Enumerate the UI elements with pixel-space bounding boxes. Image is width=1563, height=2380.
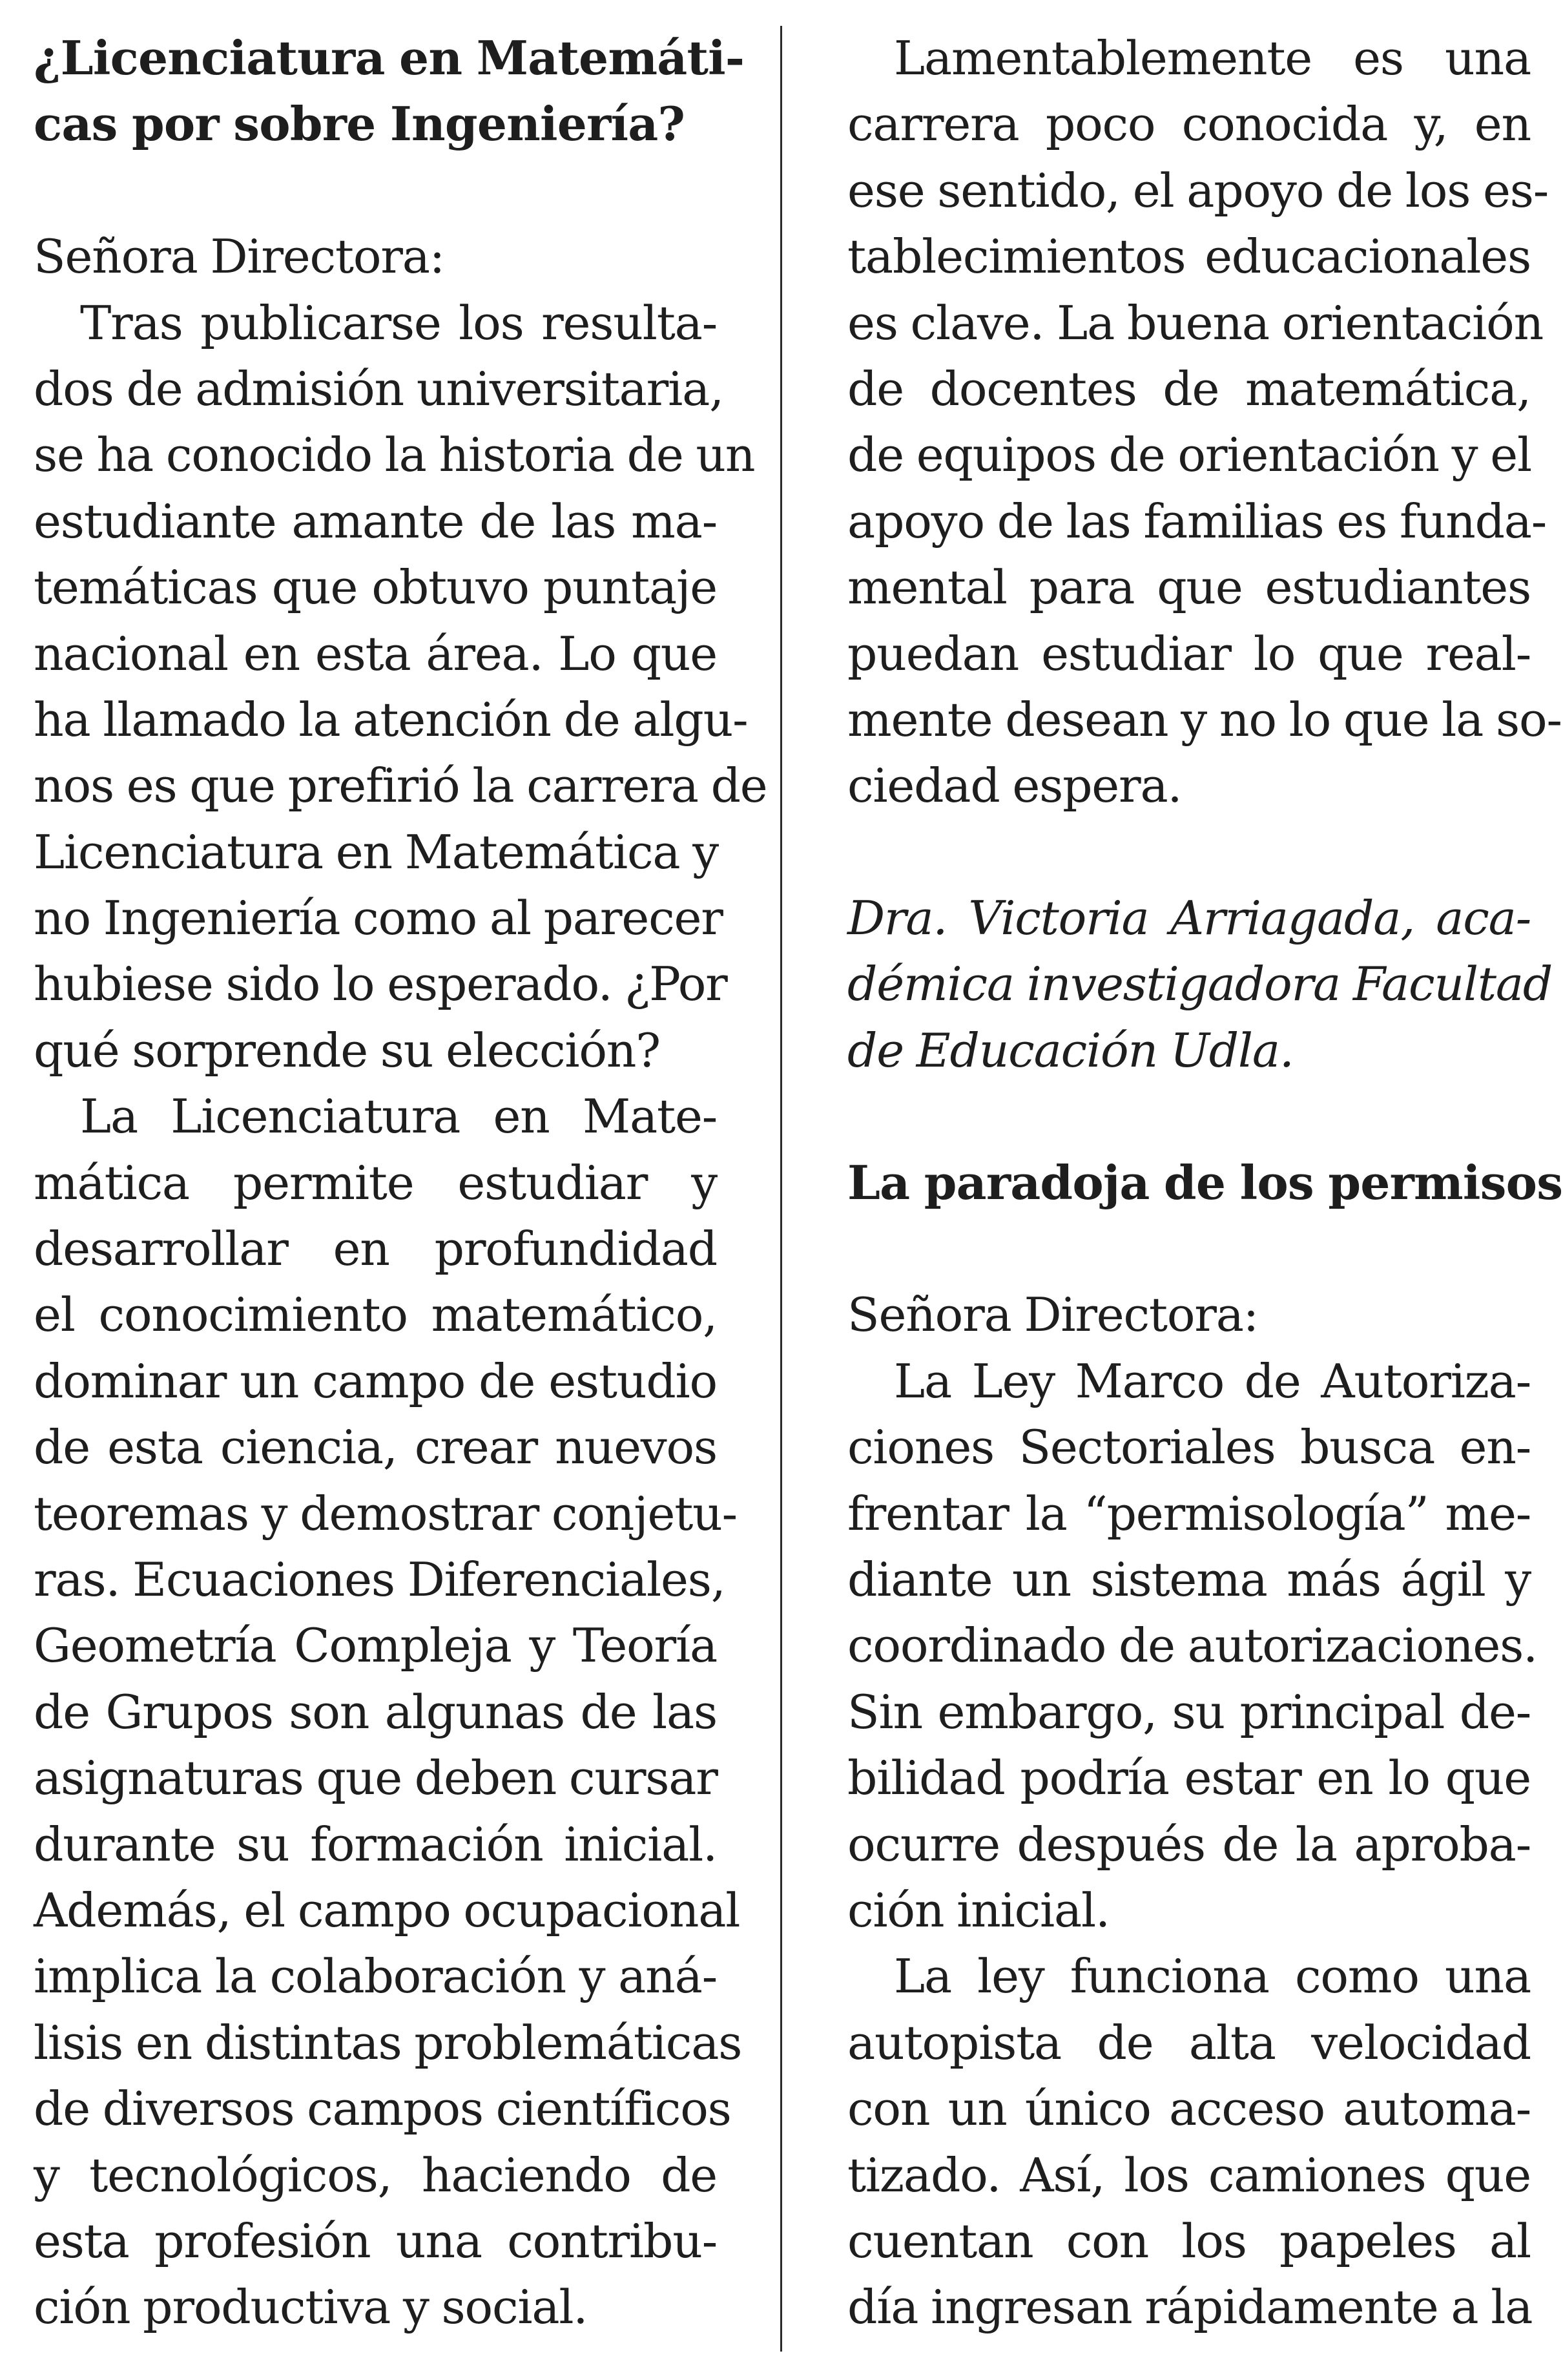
text-line: implica la colaboración y aná- (34, 1950, 717, 2005)
text-line: asignaturas que deben cursar (34, 1751, 718, 1806)
text-line: La Ley Marco de Autoriza- (894, 1354, 1531, 1409)
spacer (847, 820, 1531, 886)
text-line: mente desean y no lo que la so- (847, 693, 1562, 747)
right-column (847, 26, 1563, 2341)
text-line: ocurre después de la aproba- (847, 1817, 1531, 1872)
text-line: dominar un campo de estudio (34, 1354, 717, 1409)
signature-line: Dra. Victoria Arriagada, aca- (847, 892, 1531, 946)
text-line: nos es que prefirió la carrera de (34, 759, 767, 814)
text-line: de docentes de matemática, (847, 362, 1531, 417)
text-line: qué sorprende su elección? (34, 1023, 660, 1078)
text-line: ción inicial. (847, 1883, 1110, 1938)
spacer (34, 158, 717, 224)
text-line: Licenciatura en Matemática y (34, 825, 718, 880)
text-line: autopista de alta velocidad (847, 2016, 1531, 2071)
text-line: de Grupos son algunas de las (34, 1685, 717, 1740)
signature-line: démica investigadora Facultad (847, 957, 1553, 1012)
text-line: estudiante amante de las ma- (34, 494, 717, 549)
text-line: tizado. Así, los camiones que (847, 2148, 1531, 2203)
paragraph-3 (847, 26, 1562, 820)
text-line: coordinado de autorizaciones. (847, 1619, 1537, 1674)
text-line: mática permite estudiar y (34, 1156, 717, 1211)
text-line: de equipos de orientación y el (847, 428, 1531, 483)
text-line: desarrollar en profundidad (34, 1222, 717, 1277)
signature (847, 886, 1553, 1084)
text-line: Sin embargo, su principal de- (847, 1685, 1531, 1740)
spacer (847, 1216, 1531, 1282)
text-line: temáticas que obtuvo puntaje (34, 561, 717, 616)
text-line: Además, el campo ocupacional (34, 1883, 740, 1938)
signature-line: de Educación Udla. (847, 1023, 1294, 1078)
text-line: hubiese sido lo esperado. ¿Por (34, 957, 727, 1012)
text-line: dos de admisión universitaria, (34, 362, 723, 417)
text-line: con un único acceso automa- (847, 2082, 1531, 2137)
salutation: Señora Directora: (34, 230, 445, 285)
text-line: ciedad espera. (847, 759, 1182, 814)
text-line: no Ingeniería como al parecer (34, 892, 723, 946)
text-line: diante un sistema más ágil y (847, 1552, 1531, 1607)
text-line: durante su formación inicial. (34, 1817, 717, 1872)
text-line: Tras publicarse los resulta- (80, 296, 717, 351)
text-line: día ingresan rápidamente a la (847, 2281, 1533, 2335)
text-line: lisis en distintas problemáticas (34, 2016, 742, 2071)
text-line: esta profesión una contribu- (34, 2214, 717, 2269)
text-line: nacional en esta área. Lo que (34, 627, 717, 682)
text-line: ras. Ecuaciones Diferenciales, (34, 1552, 725, 1607)
text-line: y tecnológicos, haciendo de (34, 2148, 717, 2203)
column-divider (780, 26, 782, 2352)
text-line: ha llamado la atención de algu- (34, 693, 748, 747)
letter-title: La paradoja de los permisos (847, 1155, 1563, 1211)
text-line: mental para que estudiantes (847, 561, 1531, 616)
title-line: ¿Licenciatura en Matemáti- (34, 31, 745, 86)
text-line: frentar la “permisología” me- (847, 1487, 1531, 1541)
text-line: se ha conocido la historia de un (34, 428, 755, 483)
text-line: de diversos campos científicos (34, 2082, 731, 2137)
text-line: carrera poco conocida y, en (847, 98, 1531, 152)
text-line: bilidad podría estar en lo que (847, 1751, 1531, 1806)
paragraph-5 (847, 1944, 1531, 2341)
paragraph-2 (34, 1084, 742, 2341)
spacer (847, 1084, 1531, 1150)
paragraph-4 (847, 1349, 1537, 1945)
text-line: el conocimiento matemático, (34, 1288, 717, 1343)
left-column (34, 26, 767, 2341)
text-line: Lamentablemente es una (894, 32, 1531, 86)
text-line: ciones Sectoriales busca en- (847, 1421, 1531, 1476)
text-line: de esta ciencia, crear nuevos (34, 1421, 717, 1476)
salutation: Señora Directora: (847, 1288, 1259, 1343)
text-line: es clave. La buena orientación (847, 296, 1544, 351)
letter-title (34, 26, 745, 158)
paragraph-1 (34, 291, 767, 1085)
text-line: teoremas y demostrar conjetu- (34, 1487, 737, 1541)
text-line: cuentan con los papeles al (847, 2214, 1531, 2269)
text-line: ción productiva y social. (34, 2281, 588, 2335)
text-line: Geometría Compleja y Teoría (34, 1619, 717, 1674)
text-line: puedan estudiar lo que real- (847, 627, 1531, 682)
title-line: cas por sobre Ingeniería? (34, 97, 685, 152)
text-line: ese sentido, el apoyo de los es- (847, 163, 1549, 218)
text-line: tablecimientos educacionales (847, 230, 1531, 285)
text-line: La ley funciona como una (894, 1950, 1531, 2005)
text-line: La Licenciatura en Mate- (80, 1090, 717, 1145)
text-line: apoyo de las familias es funda- (847, 494, 1547, 549)
